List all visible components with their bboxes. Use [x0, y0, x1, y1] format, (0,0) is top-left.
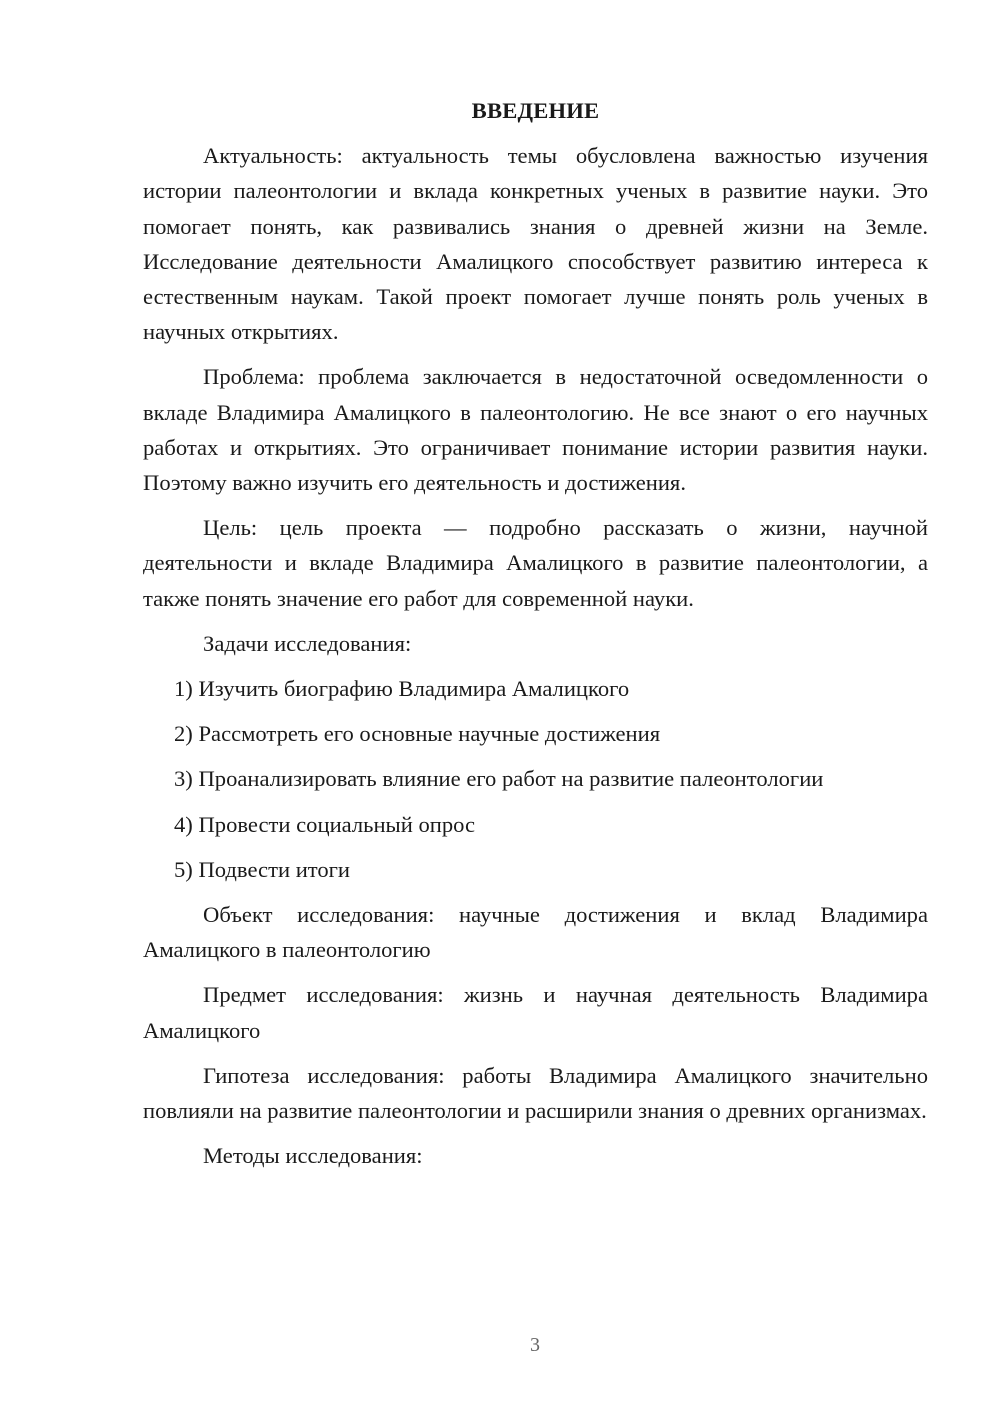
- subject-paragraph: Предмет исследования: жизнь и научная деятельность Владимира Амалицкого: [143, 982, 928, 1043]
- goal-paragraph: Цель: цель проекта — подробно рассказать о жизни, научной деятельности и вкладе Владимира Амалицкого в развитие палеонтологии, а также понять значение его работ для современной науки.: [143, 515, 928, 611]
- tasks-heading: Задачи исследования:: [203, 630, 412, 656]
- methods-heading: Методы исследования:: [203, 1143, 423, 1169]
- hypothesis-paragraph: Гипотеза исследования: работы Владимира Амалицкого значительно повлияли на развитие палеонтологии и расширили знания о древних организмах.: [143, 1062, 928, 1124]
- problem-paragraph: Проблема: проблема заключается в недостаточной осведомленности о вкладе Владимира Амалицкого в палеонтологию. Не все знают о его научных работах и открытиях. Это ограничивает понимание истории развития науки. Поэтому важно изучить его деятельность и достижения.: [143, 364, 928, 496]
- page-number: 3: [530, 1334, 540, 1356]
- page-title: ВВЕДЕНИЕ: [471, 98, 600, 123]
- task-item: 4) Провести социальный опрос: [174, 811, 476, 837]
- task-item: 1) Изучить биографию Владимира Амалицкого: [174, 676, 630, 702]
- object-paragraph: Объект исследования: научные достижения и вклад Владимира Амалицкого в палеонтологию: [143, 902, 928, 963]
- relevance-paragraph: Актуальность: актуальность темы обусловлена важностью изучения истории палеонтологии и вклада конкретных ученых в развитие науки. Это помогает понять, как развивались знания о древней жизни на Земле. Исследование деятельности Амалицкого способствует развитию интереса к естественным наукам. Такой проект помогает лучше понять роль ученых в научных открытиях.: [143, 143, 928, 345]
- task-item: 2) Рассмотреть его основные научные достижения: [174, 721, 661, 747]
- page-content: [143, 93, 928, 1183]
- task-item: 5) Подвести итоги: [174, 856, 351, 882]
- task-item: 3) Проанализировать влияние его работ на развитие палеонтологии: [174, 766, 824, 792]
